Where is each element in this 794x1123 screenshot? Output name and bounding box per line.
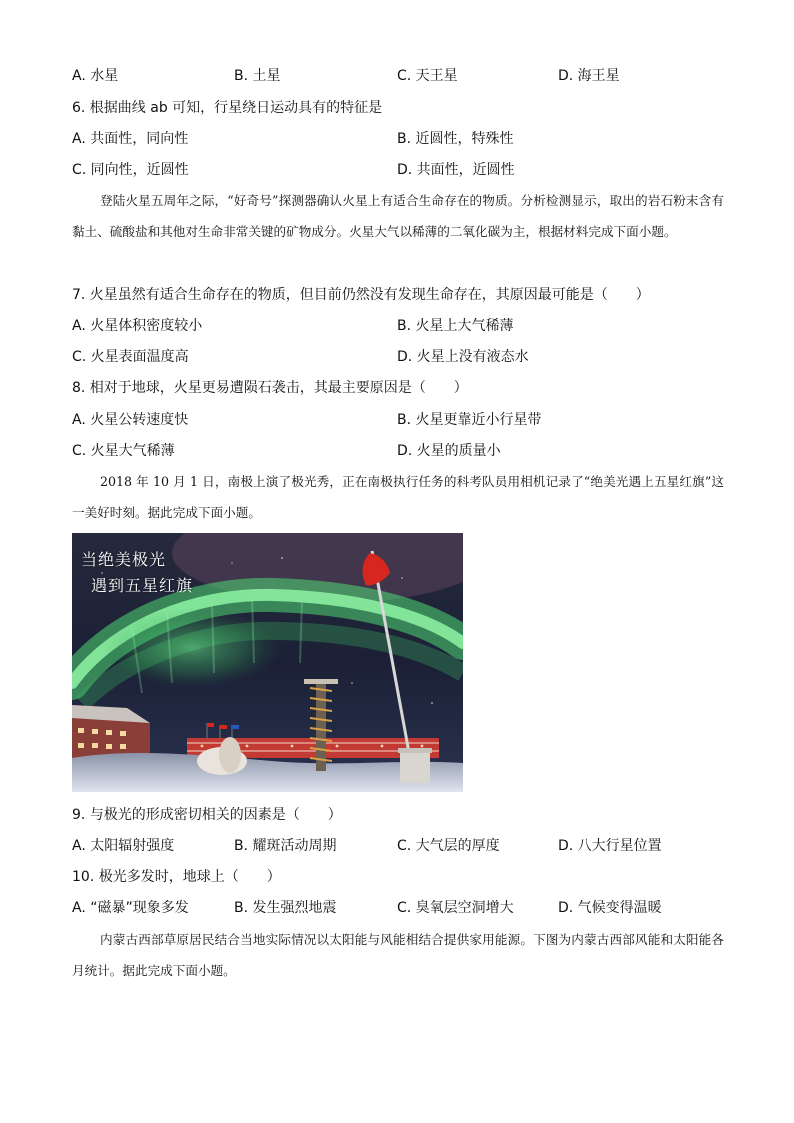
passage-inner-mongolia: 内蒙古西部草原居民结合当地实际情况以太阳能与风能相结合提供家用能源。下图为内蒙古西部风能和太阳能各月统计。据此完成下面小题。 <box>72 932 724 978</box>
q9-option-d: D. 八大行星位置 <box>558 838 662 854</box>
q5-option-a: A. 水星 <box>72 68 119 84</box>
q5-option-c: C. 天王星 <box>397 68 458 84</box>
passage-mars: 登陆火星五周年之际，“好奇号”探测器确认火星上有适合生命存在的物质。分析检测显示，取出的岩石粉末含有黏土、硫酸盐和其他对生命非常关键的矿物成分。火星大气以稀薄的二氧化碳为主，根据材料完成下面小题。 <box>72 193 724 239</box>
q7-option-b: B. 火星上大气稀薄 <box>397 318 514 334</box>
q6-option-a: A. 共面性，同向性 <box>72 131 189 147</box>
photo-caption-line-1: 当绝美极光 <box>81 550 167 569</box>
q8-option-b: B. 火星更靠近小行星带 <box>397 412 542 428</box>
q7-option-d: D. 火星上没有液态水 <box>397 349 529 365</box>
q10-option-b: B. 发生强烈地震 <box>234 900 337 916</box>
q7-option-a: A. 火星体积密度较小 <box>72 318 203 334</box>
photo-caption-line-2: 遇到五星红旗 <box>91 576 194 595</box>
q5-option-b: B. 土星 <box>234 68 281 84</box>
aurora-photo-illustration <box>72 533 463 792</box>
q8-option-a: A. 火星公转速度快 <box>72 412 189 428</box>
passage-aurora: 2018 年 10 月 1 日，南极上演了极光秀，正在南极执行任务的科考队员用相机记录了“绝美光遇上五星红旗”这一美好时刻。据此完成下面小题。 <box>72 474 724 520</box>
q8-option-c: C. 火星大气稀薄 <box>72 443 175 459</box>
q5-option-d: D. 海王星 <box>558 68 620 84</box>
q6-option-b: B. 近圆性，特殊性 <box>397 131 514 147</box>
q8-stem: 8. 相对于地球，火星更易遭陨石袭击，其最主要原因是（ ） <box>72 380 468 396</box>
q6-option-d: D. 共面性，近圆性 <box>397 162 515 178</box>
q10-option-d: D. 气候变得温暖 <box>558 900 662 916</box>
q10-option-a: A. “磁暴”现象多发 <box>72 900 189 916</box>
q6-stem: 6. 根据曲线 ab 可知，行星绕日运动具有的特征是 <box>72 100 383 116</box>
q9-option-a: A. 太阳辐射强度 <box>72 838 175 854</box>
q7-stem: 7. 火星虽然有适合生命存在的物质，但目前仍然没有发现生命存在，其原因最可能是（ ） <box>72 287 650 303</box>
q9-option-c: C. 大气层的厚度 <box>397 838 500 854</box>
q9-stem: 9. 与极光的形成密切相关的因素是（ ） <box>72 807 342 823</box>
q7-option-c: C. 火星表面温度高 <box>72 349 189 365</box>
q8-option-d: D. 火星的质量小 <box>397 443 501 459</box>
q10-option-c: C. 臭氧层空洞增大 <box>397 900 514 916</box>
aurora-flag-photo <box>72 533 463 792</box>
q6-option-c: C. 同向性，近圆性 <box>72 162 189 178</box>
q10-stem: 10. 极光多发时，地球上（ ） <box>72 869 281 885</box>
q9-option-b: B. 耀斑活动周期 <box>234 838 337 854</box>
